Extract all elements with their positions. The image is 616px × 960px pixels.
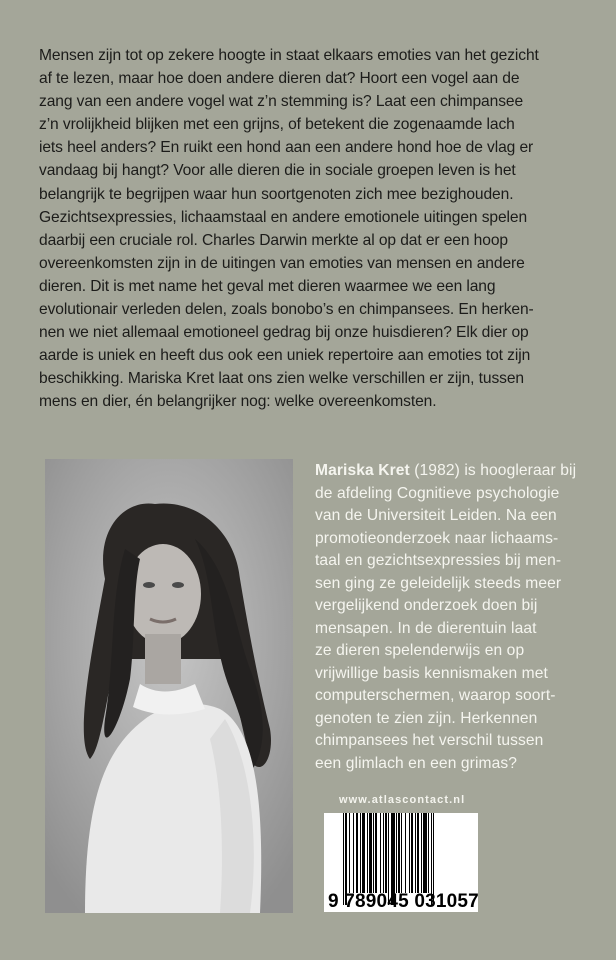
bio-line: promotieonderzoek naar lichaams- xyxy=(315,529,559,547)
barcode-bars xyxy=(343,813,467,893)
blurb-line: zang van een andere vogel wat z’n stemming is? Laat een chimpansee xyxy=(39,93,524,111)
bio-line: mensapen. In de dierentuin laat xyxy=(315,619,537,637)
blurb-line: dieren. Dit is met name het geval met dieren waarmee we een lang xyxy=(39,277,496,295)
barcode-bar xyxy=(398,813,400,893)
bio-line: ze dieren spelenderwijs en op xyxy=(315,642,525,659)
back-cover-blurb xyxy=(39,44,589,414)
barcode-bar xyxy=(401,813,402,893)
blurb-line: Mensen zijn tot op zekere hoogte in staat elkaars emoties van het gezicht xyxy=(39,47,539,64)
bio-line: de afdeling Cognitieve psychologie xyxy=(315,484,560,502)
barcode-bar xyxy=(415,813,416,893)
blurb-line: belangrijk te begrijpen waar hun soortgenoten zich mee bezighouden. xyxy=(39,185,514,203)
blurb-line: iets heel anders? En ruikt een hond aan een andere hond hoe de vlag er xyxy=(39,139,534,157)
barcode-bar xyxy=(423,813,426,893)
barcode-bar xyxy=(409,813,410,893)
barcode-bar xyxy=(383,813,384,893)
barcode-bar xyxy=(396,813,397,893)
blurb-line: vandaag bij hangt? Voor alle dieren die in sociale groepen leven is het xyxy=(39,162,516,180)
barcode-bar xyxy=(369,813,371,893)
barcode-bar xyxy=(367,813,368,893)
bio-line: chimpansees het verschil tussen xyxy=(315,732,544,749)
barcode-bar xyxy=(385,813,387,893)
blurb-line: mens en dier, én belangrijker nog: welke overeenkomsten. xyxy=(39,393,437,411)
bio-first-line-rest: (1982) is hoogleraar bij xyxy=(409,462,577,479)
portrait-illustration xyxy=(45,459,293,913)
blurb-line: evolutionair verleden delen, zoals bonobo’s en chimpansees. En herken- xyxy=(39,301,534,319)
bio-line: van de Universiteit Leiden. Na een xyxy=(315,507,557,524)
barcode-bar xyxy=(405,813,406,893)
barcode-bar xyxy=(375,813,377,893)
author-bio xyxy=(315,460,605,775)
bio-line: vrijwillige basis kennismaken met xyxy=(315,664,548,682)
barcode-bar xyxy=(421,813,422,893)
author-name: Mariska Kret xyxy=(315,462,410,479)
barcode-bar xyxy=(411,813,413,893)
publisher-url[interactable]: www.atlascontact.nl xyxy=(339,794,466,806)
bio-line xyxy=(315,460,605,483)
barcode-bar xyxy=(362,813,365,893)
blurb-line: af te lezen, maar hoe doen andere dieren dat? Hoort een vogel aan de xyxy=(39,70,520,88)
barcode-bar xyxy=(417,813,419,893)
isbn-number: 9 789045 031057 xyxy=(328,891,479,912)
bio-line: vergelijkend onderzoek doen bij xyxy=(315,597,538,614)
barcode-bar xyxy=(360,813,361,893)
barcode-bar xyxy=(356,813,358,893)
bio-line: taal en gezichtsexpressies bij men- xyxy=(315,552,562,569)
bio-line: computerschermen, waarop soort- xyxy=(315,687,556,704)
blurb-line: nen we niet allemaal emotioneel gedrag bij onze huisdieren? Elk dier op xyxy=(39,324,529,342)
barcode-bar xyxy=(349,813,350,893)
barcode-bar xyxy=(428,813,429,893)
isbn-barcode xyxy=(324,813,478,912)
bio-line: genoten te zien zijn. Herkennen xyxy=(315,709,538,727)
author-photo xyxy=(45,459,293,913)
barcode-bar xyxy=(373,813,374,893)
bio-line: een glimlach en een grimas? xyxy=(315,754,518,772)
blurb-line: daarbij een cruciale rol. Charles Darwin merkte al op dat er een hoop xyxy=(39,231,508,249)
blurb-line: Gezichtsexpressies, lichaamstaal en andere emotionele uitingen spelen xyxy=(39,208,528,226)
blurb-line: overeenkomsten zijn in de uitingen van emoties van mensen en andere xyxy=(39,254,525,272)
blurb-line: aarde is uniek en heeft dus ook een uniek repertoire aan emoties tot zijn xyxy=(39,347,531,365)
barcode-bar xyxy=(353,813,354,893)
blurb-line: beschikking. Mariska Kret laat ons zien welke verschillen er zijn, tussen xyxy=(39,370,524,388)
barcode-bar xyxy=(380,813,381,893)
blurb-line: z’n vrolijkheid blijken met een grijns, of betekent die zogenaamde lach xyxy=(39,116,515,134)
bio-line: sen ging ze geleidelijk steeds meer xyxy=(315,574,562,592)
